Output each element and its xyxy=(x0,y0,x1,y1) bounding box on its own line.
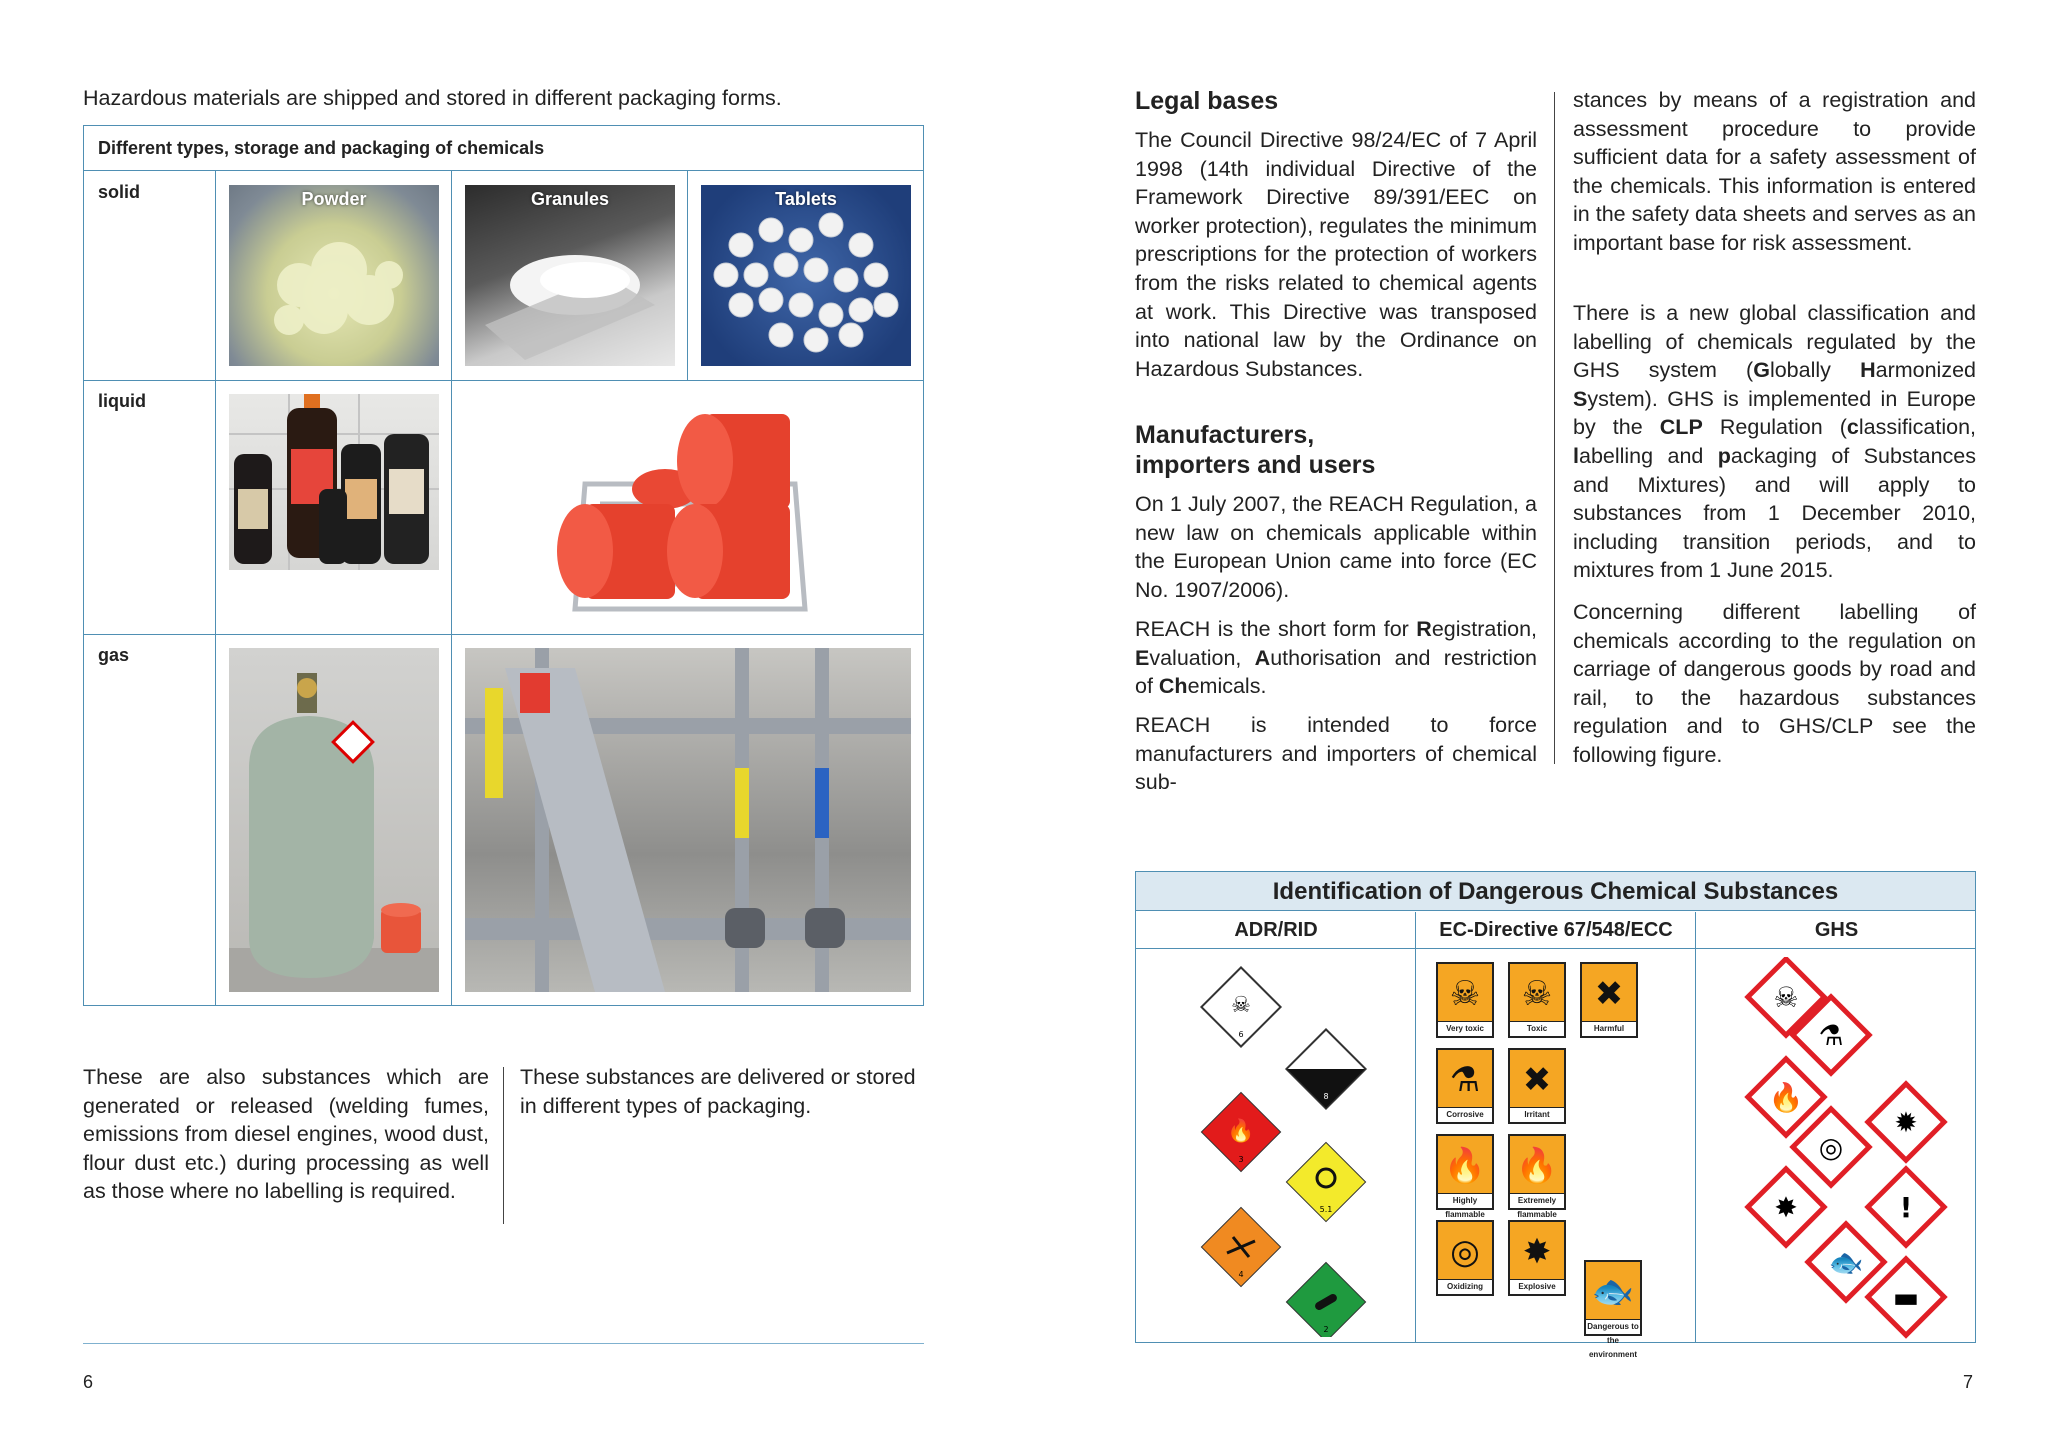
ghs-text: There is a new global classification and labelling of chemicals regulated by the GHS system (Globally Harmonized System). GHS is implemented in Europe by the CLP Regulation (classification, labelling and packaging of Substances and Mixtures) and will apply to substances from 1 December 2010, including transition periods, and to mixtures from 1 June 2015. xyxy=(1573,301,1977,583)
row-label-liquid: liquid xyxy=(98,391,146,411)
ghs-pictogram-3 xyxy=(1868,1084,1944,1160)
ghs-pictogram-6 xyxy=(1748,1169,1824,1245)
caption-tablets: Tablets xyxy=(775,189,837,209)
footer-rule xyxy=(83,1343,924,1344)
identification-table-title: Identification of Dangerous Chemical Substances xyxy=(1136,872,1975,911)
row-label-solid: solid xyxy=(98,182,141,202)
left-col1-text: These are also substances which are generated or released (welding fumes, emissions from diesel engines, wood dust, flour dust etc.) during processing as well as those where no labelling is required. xyxy=(83,1065,489,1204)
svg-text:🔥: 🔥 xyxy=(1227,1119,1255,1144)
ec-symbol-5: 🔥 Highly flammable xyxy=(1436,1134,1494,1210)
ghs-pictogram-5 xyxy=(1868,1169,1944,1245)
svg-text:!: ! xyxy=(1899,1191,1913,1224)
pipes-photo xyxy=(465,648,911,992)
ec-symbol-label: Dangerous to the environment xyxy=(1586,1319,1640,1334)
table-title: Different types, storage and packaging of chemicals xyxy=(98,138,545,158)
mfr-heading-line2: importers and users xyxy=(1135,451,1376,479)
caption-granules: Granules xyxy=(530,189,610,209)
column-header-ec: EC-Directive 67/548/ECC xyxy=(1439,919,1673,941)
svg-text:⚗: ⚗ xyxy=(1818,1019,1844,1052)
ec-symbol-9: 🐟 Dangerous to the environment xyxy=(1584,1260,1642,1336)
ec-symbol-label: Highly flammable xyxy=(1438,1193,1492,1208)
ec-symbol-label: Explosive xyxy=(1510,1279,1564,1294)
drums-photo xyxy=(465,394,911,626)
ec-symbols xyxy=(1436,962,1676,1359)
svg-text:☠: ☠ xyxy=(1773,981,1799,1014)
tablets-photo xyxy=(701,185,911,366)
column-header-adr: ADR/RID xyxy=(1234,919,1318,941)
left-col2-text: These substances are delivered or stored in different types of packaging. xyxy=(520,1065,916,1118)
ghs-pictograms xyxy=(1706,957,1966,1342)
gas-cylinder-photo xyxy=(229,648,439,992)
column-divider xyxy=(503,1067,504,1224)
ec-symbol-0: ☠ Very toxic xyxy=(1436,962,1494,1038)
ec-symbol-2: ✖ Harmful xyxy=(1580,962,1638,1038)
ec-symbol-label: Irritant xyxy=(1510,1107,1564,1122)
ec-symbol-label: Extremely flammable xyxy=(1510,1193,1564,1208)
mfr-heading-line1: Manufacturers, xyxy=(1135,421,1315,449)
ec-symbol-label: Oxidizing xyxy=(1438,1279,1492,1294)
labelling-text: Concerning different labelling of chemicals according to the regulation on carriage of dangerous goods by road and rail, to the hazardous substances regulation and to GHS/CLP see the following figure. xyxy=(1573,600,1976,767)
ec-symbol-7: ◎ Oxidizing xyxy=(1436,1220,1494,1296)
ec-symbol-3: ⚗ Corrosive xyxy=(1436,1048,1494,1124)
page-number-left: 6 xyxy=(83,1372,94,1392)
caption-powder: Powder xyxy=(301,189,367,209)
svg-text:◎: ◎ xyxy=(1818,1131,1844,1164)
svg-text:🔥: 🔥 xyxy=(1768,1081,1804,1114)
ec-symbol-label: Corrosive xyxy=(1438,1107,1492,1122)
packaging-table xyxy=(83,125,924,1006)
ec-symbol-8: ✸ Explosive xyxy=(1508,1220,1566,1296)
powder-photo xyxy=(229,185,439,366)
ec-symbol-6: 🔥 Extremely flammable xyxy=(1508,1134,1566,1210)
ec-symbol-label: Very toxic xyxy=(1438,1021,1492,1036)
intro-text: Hazardous materials are shipped and stored in different packaging forms. xyxy=(83,86,782,110)
assessment-text: stances by means of a registration and assessment procedure to provide sufficient data for a safety assessment of the chemicals. This information is entered in the safety data sheets and serves as an important base for risk assessment. xyxy=(1573,88,1976,255)
svg-text:✹: ✹ xyxy=(1894,1106,1918,1139)
row-label-gas: gas xyxy=(98,645,130,665)
reach-purpose-text: REACH is intended to force manufacturers and importers of chemical sub- xyxy=(1135,713,1537,795)
ec-symbol-label: Harmful xyxy=(1582,1021,1636,1036)
adr-placards xyxy=(1186,957,1386,1337)
right-column-divider xyxy=(1554,92,1555,764)
svg-text:6: 6 xyxy=(1238,1030,1244,1039)
svg-text:8: 8 xyxy=(1323,1092,1329,1101)
svg-text:3: 3 xyxy=(1238,1155,1244,1164)
svg-text:🐟: 🐟 xyxy=(1828,1246,1864,1279)
granules-photo xyxy=(465,185,675,366)
page-number-right: 7 xyxy=(1963,1372,1974,1392)
ec-symbol-label: Toxic xyxy=(1510,1021,1564,1036)
svg-text:2: 2 xyxy=(1323,1325,1329,1334)
svg-text:4: 4 xyxy=(1238,1270,1244,1279)
legal-heading: Legal bases xyxy=(1135,87,1279,115)
ec-symbol-4: ✖ Irritant xyxy=(1508,1048,1566,1124)
svg-text:▬: ▬ xyxy=(1892,1281,1920,1314)
ec-symbol-1: ☠ Toxic xyxy=(1508,962,1566,1038)
svg-text:5.1: 5.1 xyxy=(1319,1205,1333,1214)
reach-definition-text: REACH is the short form for Registration, Evaluation, Authorisation and restriction of Chemicals. xyxy=(1135,617,1537,699)
bottles-photo xyxy=(229,394,439,570)
svg-text:✸: ✸ xyxy=(1774,1191,1798,1224)
reach-intro-text: On 1 July 2007, the REACH Regulation, a new law on chemicals applicable within the European Union came into force (EC No. 1907/2006). xyxy=(1135,492,1537,602)
legal-text: The Council Directive 98/24/EC of 7 April 1998 (14th individual Directive of the Framework Directive 89/391/EEC on worker protection), regulates the minimum prescriptions for the protection of workers from the risks related to chemical agents at work. This Directive was transposed into national law by the Ordinance on Hazardous Substances. xyxy=(1135,128,1537,381)
identification-table xyxy=(1135,871,1976,1359)
column-header-ghs: GHS xyxy=(1814,919,1859,941)
svg-text:☠: ☠ xyxy=(1231,993,1251,1018)
